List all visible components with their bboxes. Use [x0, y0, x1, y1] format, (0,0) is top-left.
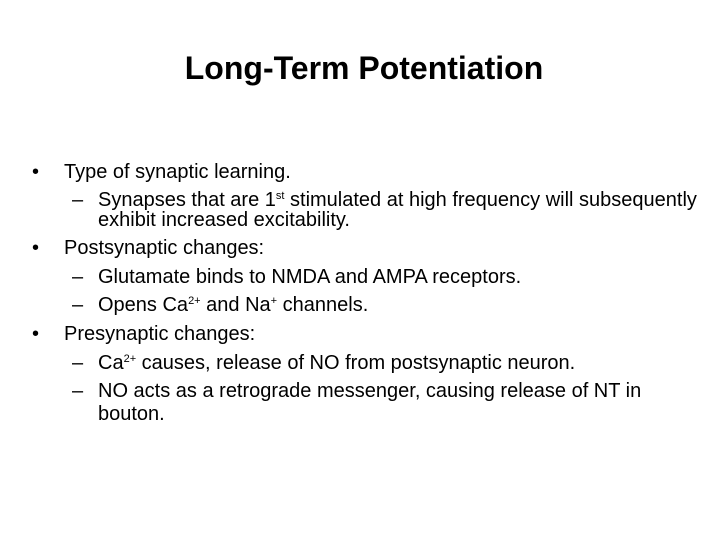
slide-title: Long-Term Potentiation — [184, 50, 544, 86]
sub-bullet-text: Glutamate binds to NMDA and AMPA receptors. — [98, 266, 522, 288]
dash-icon: – — [72, 352, 84, 374]
superscript: + — [270, 295, 278, 307]
sub-bullet-item — [0, 380, 728, 426]
dash-icon: – — [72, 294, 84, 316]
sub-bullet-text-pre: Synapses that are 1 — [98, 189, 276, 211]
bullet-dot-icon: • — [32, 161, 40, 183]
dash-icon: – — [72, 189, 84, 211]
sub-bullet-text-mid: and Na — [200, 294, 271, 316]
superscript: st — [275, 190, 285, 202]
sub-bullet-text-post: stimulated at high frequency will subsequently exhibit increased excitability. — [98, 189, 697, 231]
sub-bullet-item — [0, 352, 728, 374]
dash-icon: – — [72, 380, 84, 402]
sub-bullet-item — [0, 190, 728, 230]
bullet-text: Postsynaptic changes: — [64, 237, 265, 259]
sub-bullet-text: NO acts as a retrograde messenger, causing release of NT in bouton. — [98, 380, 642, 425]
superscript: 2+ — [123, 353, 137, 365]
sub-bullet-item — [0, 294, 728, 316]
sub-bullet-item — [0, 266, 728, 288]
bullet-dot-icon: • — [32, 323, 40, 345]
bullet-dot-icon: • — [32, 237, 40, 259]
superscript: 2+ — [188, 295, 201, 307]
sub-bullet-text-post: causes, release of NO from postsynaptic neuron. — [136, 352, 576, 374]
dash-icon: – — [72, 266, 84, 288]
slide-body — [0, 160, 728, 432]
bullet-item — [0, 236, 728, 260]
bullet-text: Type of synaptic learning. — [64, 161, 291, 183]
sub-bullet-text-pre: Ca — [98, 352, 124, 374]
sub-bullet-text-post: channels. — [277, 294, 369, 316]
bullet-item — [0, 322, 728, 346]
bullet-item — [0, 160, 728, 184]
bullet-text: Presynaptic changes: — [64, 323, 256, 345]
sub-bullet-text-pre: Opens Ca — [98, 294, 189, 316]
